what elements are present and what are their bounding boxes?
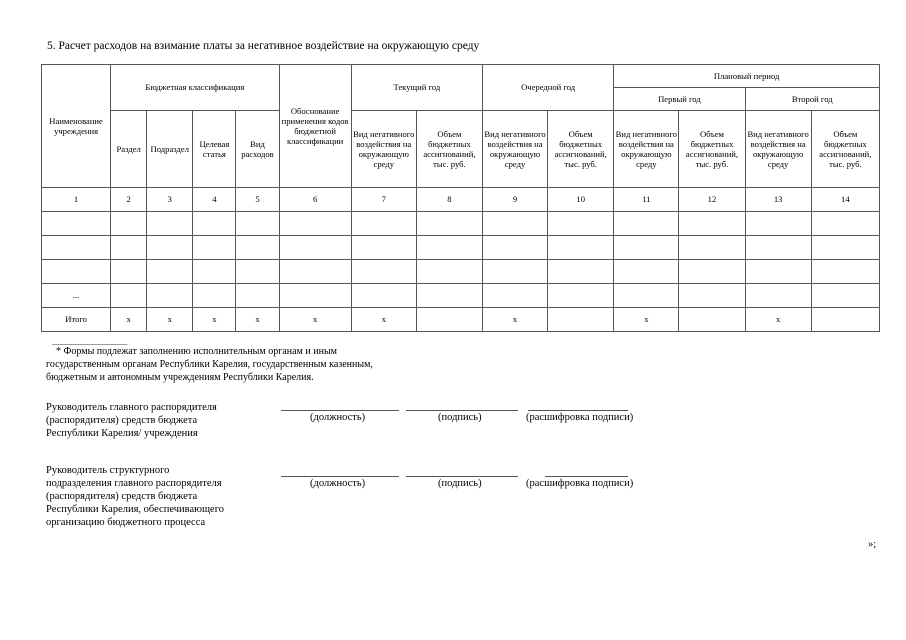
table-cell xyxy=(236,236,279,260)
position-caption: (должность) xyxy=(310,478,366,489)
header-next-year: Очередной год xyxy=(482,65,613,111)
footnote-line: государственным органам Республики Карелия, государственным казенным, xyxy=(46,359,373,370)
total-cell xyxy=(548,308,614,332)
column-number: 1 xyxy=(42,188,111,212)
table-cell xyxy=(679,260,745,284)
table-cell xyxy=(193,260,236,284)
column-number-row xyxy=(42,188,880,212)
header-second-year: Второй год xyxy=(745,88,879,111)
column-number: 7 xyxy=(351,188,416,212)
header-impact-type: Вид негативного воздействия на окружающую среду xyxy=(482,111,547,188)
table-cell xyxy=(236,260,279,284)
header-impact-type: Вид негативного воздействия на окружающую среду xyxy=(745,111,811,188)
footnote-separator: ----------------------------------------- xyxy=(52,340,128,348)
table-cell xyxy=(147,236,193,260)
expense-calculation-table xyxy=(41,64,880,332)
signature-label-line: Руководитель структурного xyxy=(46,465,170,476)
header-section: Раздел xyxy=(111,111,147,188)
header-budget-classification: Бюджетная классификация xyxy=(111,65,279,111)
table-cell xyxy=(614,260,679,284)
header-allocation-volume: Объем бюджетных ассигнований, тыс. руб. xyxy=(679,111,745,188)
header-expense-type: Вид расходов xyxy=(236,111,279,188)
column-number: 3 xyxy=(147,188,193,212)
table-cell xyxy=(351,284,416,308)
signature-label-line: Республики Карелия/ учреждения xyxy=(46,428,198,439)
section-title: 5. Расчет расходов на взимание платы за негативное воздействие на окружающую среду xyxy=(47,40,480,52)
signature-label-structural-unit xyxy=(46,464,224,529)
table-cell xyxy=(351,260,416,284)
closing-quote-mark: »; xyxy=(868,539,877,550)
table-cell xyxy=(416,236,482,260)
table-cell xyxy=(193,212,236,236)
total-label: Итого xyxy=(42,308,111,332)
table-cell xyxy=(811,260,879,284)
total-cell: x xyxy=(279,308,351,332)
table-cell xyxy=(548,236,614,260)
signature-line xyxy=(406,476,518,477)
column-number: 4 xyxy=(193,188,236,212)
column-number: 12 xyxy=(679,188,745,212)
table-cell xyxy=(548,260,614,284)
footnote-line: * Формы подлежат заполнению исполнительным органам и иным xyxy=(56,346,337,357)
position-line xyxy=(281,410,399,411)
total-cell: x xyxy=(111,308,147,332)
column-number: 2 xyxy=(111,188,147,212)
table-cell: ... xyxy=(42,284,111,308)
table-cell xyxy=(482,236,547,260)
table-cell xyxy=(548,212,614,236)
table-cell xyxy=(482,260,547,284)
table-cell xyxy=(279,212,351,236)
decoding-caption: (расшифровка подписи) xyxy=(526,478,634,489)
signature-label-line: Республики Карелия, обеспечивающего xyxy=(46,504,224,515)
table-cell xyxy=(236,212,279,236)
table-cell xyxy=(279,260,351,284)
column-number: 5 xyxy=(236,188,279,212)
total-cell: x xyxy=(147,308,193,332)
table-row xyxy=(42,284,880,308)
table-cell xyxy=(811,236,879,260)
signature-label-line: Руководитель главного распорядителя xyxy=(46,402,217,413)
footnote xyxy=(46,345,373,384)
total-cell: x xyxy=(614,308,679,332)
table-cell xyxy=(745,284,811,308)
total-cell: x xyxy=(351,308,416,332)
table-cell xyxy=(193,236,236,260)
header-planning-period: Плановый период xyxy=(614,65,880,88)
table-cell xyxy=(482,212,547,236)
decoding-caption: (расшифровка подписи) xyxy=(526,412,634,423)
signature-label-line: организацию бюджетного процесса xyxy=(46,517,206,528)
table-cell xyxy=(811,212,879,236)
header-impact-type: Вид негативного воздействия на окружающую среду xyxy=(614,111,679,188)
signature-label-line: (распорядителя) средств бюджета xyxy=(46,491,198,502)
total-cell: x xyxy=(193,308,236,332)
table-cell xyxy=(42,260,111,284)
table-cell xyxy=(614,212,679,236)
decoding-line xyxy=(545,476,628,477)
signature-caption: (подпись) xyxy=(438,478,482,489)
total-row xyxy=(42,308,880,332)
header-allocation-volume: Объем бюджетных ассигнований, тыс. руб. xyxy=(811,111,879,188)
table-cell xyxy=(416,212,482,236)
position-line xyxy=(281,476,399,477)
table-cell xyxy=(745,212,811,236)
column-number: 10 xyxy=(548,188,614,212)
column-number: 11 xyxy=(614,188,679,212)
table-cell xyxy=(548,284,614,308)
table-row xyxy=(42,212,880,236)
total-cell: x xyxy=(236,308,279,332)
table-cell xyxy=(679,212,745,236)
table-cell xyxy=(679,236,745,260)
signature-caption: (подпись) xyxy=(438,412,482,423)
table-cell xyxy=(745,236,811,260)
table-cell xyxy=(236,284,279,308)
header-current-year: Текущий год xyxy=(351,65,482,111)
table-cell xyxy=(111,284,147,308)
table-cell xyxy=(416,260,482,284)
column-number: 13 xyxy=(745,188,811,212)
total-cell xyxy=(811,308,879,332)
table-row xyxy=(42,236,880,260)
table-cell xyxy=(193,284,236,308)
footnote-line: бюджетным и автономным учреждениям Республики Карелия. xyxy=(46,372,314,383)
table-cell xyxy=(416,284,482,308)
table-row xyxy=(42,260,880,284)
table-cell xyxy=(111,236,147,260)
table-cell xyxy=(745,260,811,284)
table-cell xyxy=(147,284,193,308)
table-cell xyxy=(147,212,193,236)
table-cell xyxy=(351,212,416,236)
table-cell xyxy=(111,212,147,236)
header-impact-type: Вид негативного воздействия на окружающую среду xyxy=(351,111,416,188)
table-cell xyxy=(111,260,147,284)
total-cell xyxy=(679,308,745,332)
table-cell xyxy=(614,284,679,308)
table-cell xyxy=(42,212,111,236)
column-number: 6 xyxy=(279,188,351,212)
signature-label-chief-manager xyxy=(46,401,217,440)
table-cell xyxy=(42,236,111,260)
column-number: 9 xyxy=(482,188,547,212)
signature-label-line: (распорядителя) средств бюджета xyxy=(46,415,198,426)
signature-label-line: подразделения главного распорядителя xyxy=(46,478,222,489)
header-allocation-volume: Объем бюджетных ассигнований, тыс. руб. xyxy=(416,111,482,188)
header-justification: Обоснование применения кодов бюджетной классификации xyxy=(279,65,351,188)
total-cell xyxy=(416,308,482,332)
table-cell xyxy=(482,284,547,308)
column-number: 8 xyxy=(416,188,482,212)
signature-line xyxy=(406,410,518,411)
table-cell xyxy=(679,284,745,308)
header-first-year: Первый год xyxy=(614,88,745,111)
table-cell xyxy=(351,236,416,260)
total-cell: x xyxy=(482,308,547,332)
total-cell: x xyxy=(745,308,811,332)
header-target-article: Целевая статья xyxy=(193,111,236,188)
table-cell xyxy=(147,260,193,284)
header-institution-name: Наименование учреждения xyxy=(42,65,111,188)
table-cell xyxy=(614,236,679,260)
table-cell xyxy=(279,284,351,308)
column-number: 14 xyxy=(811,188,879,212)
table-cell xyxy=(811,284,879,308)
header-subsection: Подраздел xyxy=(147,111,193,188)
decoding-line xyxy=(528,410,628,411)
table-cell xyxy=(279,236,351,260)
header-allocation-volume: Объем бюджетных ассигнований, тыс. руб. xyxy=(548,111,614,188)
position-caption: (должность) xyxy=(310,412,366,423)
